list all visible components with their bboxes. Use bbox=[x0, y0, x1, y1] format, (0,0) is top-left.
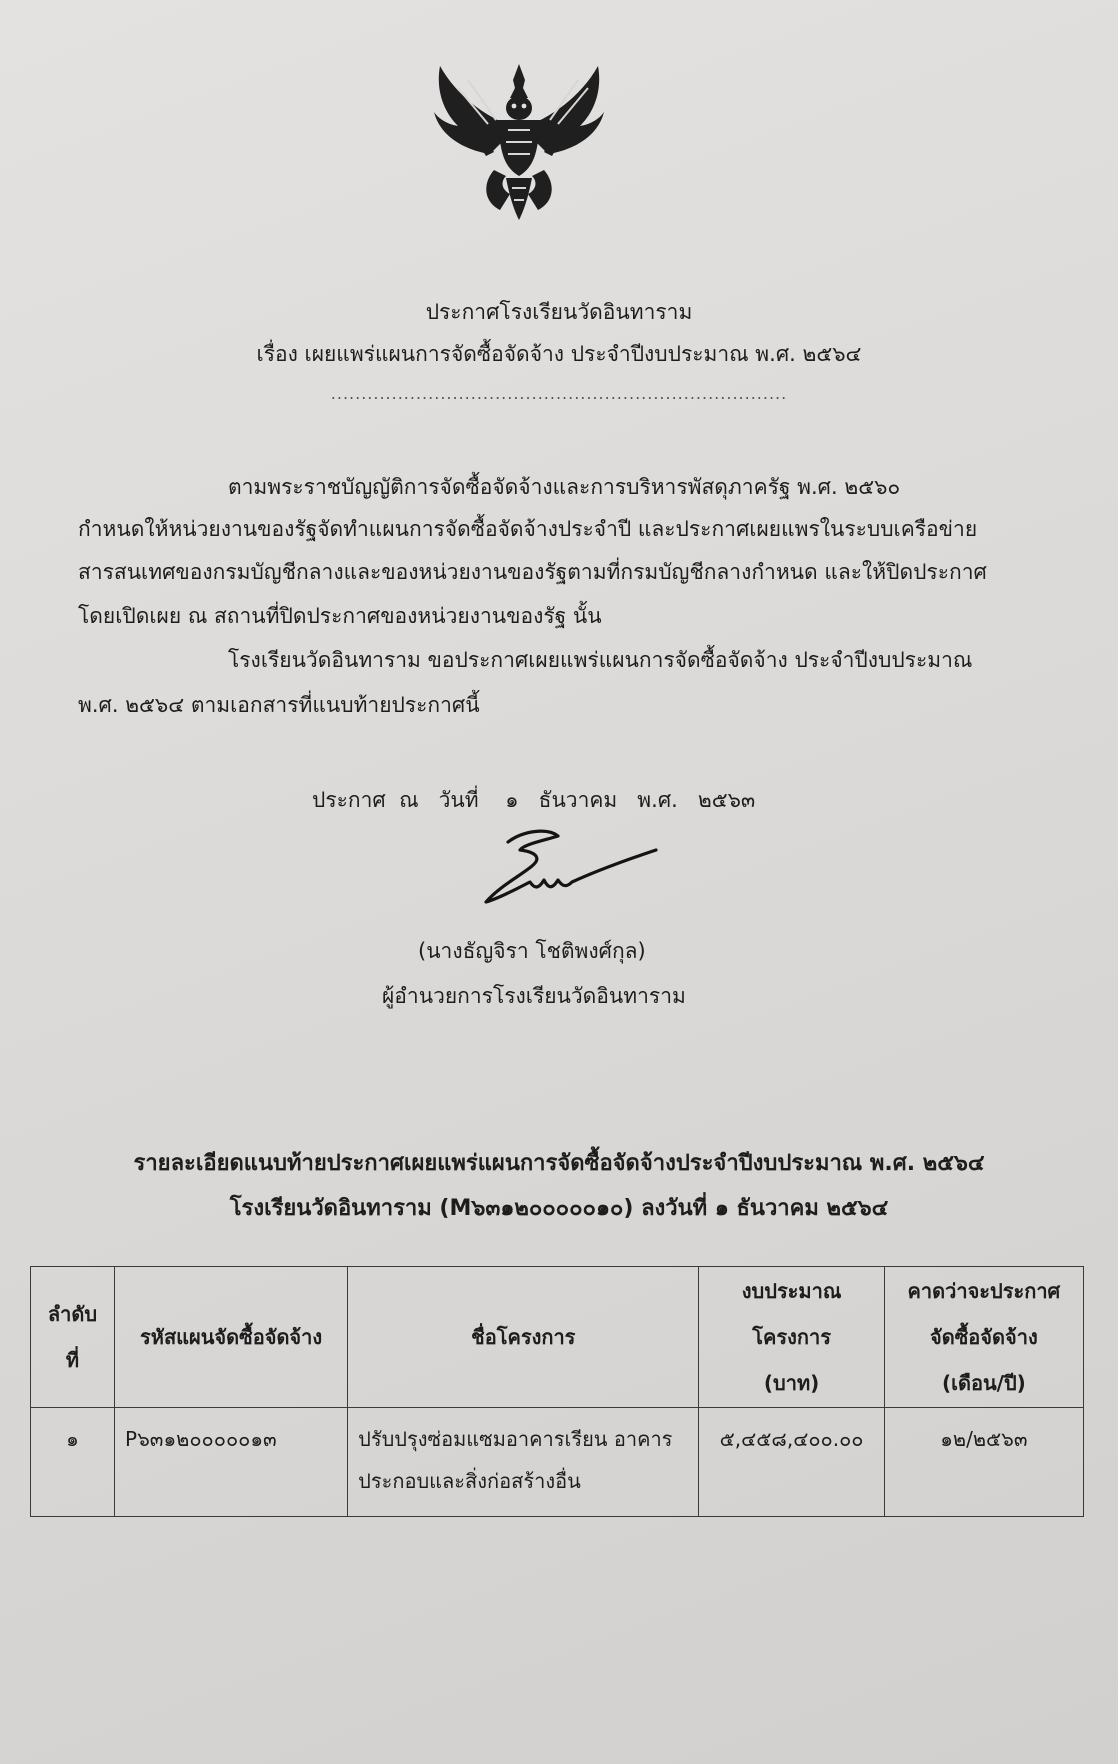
announcement-date: ประกาศ ณ วันที่ ๑ ธันวาคม พ.ศ. ๒๕๖๓ bbox=[312, 788, 756, 812]
body-line: กำหนดให้หน่วยงานของรัฐจัดทำแผนการจัดซื้อจัดจ้างประจำปี และประกาศเผยแพรในระบบเครือข่าย bbox=[78, 517, 978, 541]
announcement-title: ประกาศโรงเรียนวัดอินทาราม bbox=[425, 300, 693, 324]
procurement-table bbox=[30, 1266, 1084, 1517]
body-line: ตามพระราชบัญญัติการจัดซื้อจัดจ้างและการบริหารพัสดุภาครัฐ พ.ศ. ๒๕๖๐ bbox=[228, 475, 901, 499]
signer-name: (นางธัญจิรา โชติพงศ์กุล) bbox=[418, 939, 646, 963]
table-header-row bbox=[31, 1267, 1084, 1408]
separator-line: ........................................................................... bbox=[330, 384, 788, 403]
garuda-emblem-icon bbox=[428, 58, 610, 224]
header-expected-date: คาดว่าจะประกาศ จัดซื้อจัดจ้าง (เดือน/ปี) bbox=[884, 1267, 1083, 1408]
announcement-subject: เรื่อง เผยแพร่แผนการจัดซื้อจัดจ้าง ประจำปีงบประมาณ พ.ศ. ๒๕๖๔ bbox=[256, 342, 862, 366]
header-budget: งบประมาณ โครงการ (บาท) bbox=[699, 1267, 884, 1408]
attachment-title: รายละเอียดแนบท้ายประกาศเผยแพร่แผนการจัดซื้อจัดจ้างประจำปีงบประมาณ พ.ศ. ๒๕๖๔ bbox=[133, 1151, 985, 1176]
body-line: โดยเปิดเผย ณ สถานที่ปิดประกาศของหน่วยงานของรัฐ นั้น bbox=[78, 604, 602, 628]
body-line: โรงเรียนวัดอินทาราม ขอประกาศเผยแพร่แผนการจัดซื้อจัดจ้าง ประจำปีงบประมาณ bbox=[228, 648, 973, 672]
signer-position: ผู้อำนวยการโรงเรียนวัดอินทาราม bbox=[382, 984, 686, 1008]
header-plan-code: รหัสแผนจัดซื้อจัดจ้าง bbox=[115, 1267, 348, 1408]
cell-expected-date: ๑๒/๒๕๖๓ bbox=[884, 1408, 1083, 1517]
cell-project-name: ปรับปรุงซ่อมแซมอาคารเรียน อาคาร ประกอบและสิ่งก่อสร้างอื่น bbox=[348, 1408, 699, 1517]
cell-plan-code: P๖๓๑๒๐๐๐๐๐๑๓ bbox=[115, 1408, 348, 1517]
handwritten-signature bbox=[480, 828, 660, 912]
header-project-name: ชื่อโครงการ bbox=[348, 1267, 699, 1408]
header-no: ลำดับ ที่ bbox=[31, 1267, 115, 1408]
attachment-subtitle: โรงเรียนวัดอินทาราม (M๖๓๑๒๐๐๐๐๐๑๐) ลงวันที่ ๑ ธันวาคม ๒๕๖๔ bbox=[229, 1196, 889, 1221]
body-line: สารสนเทศของกรมบัญชีกลางและของหน่วยงานของรัฐตามที่กรมบัญชีกลางกำหนด และให้ปิดประกาศ bbox=[78, 560, 987, 584]
table-row bbox=[31, 1408, 1084, 1517]
body-line: พ.ศ. ๒๕๖๔ ตามเอกสารที่แนบท้ายประกาศนี้ bbox=[78, 693, 480, 717]
cell-no: ๑ bbox=[31, 1408, 115, 1517]
cell-budget: ๕,๔๕๘,๔๐๐.๐๐ bbox=[699, 1408, 884, 1517]
